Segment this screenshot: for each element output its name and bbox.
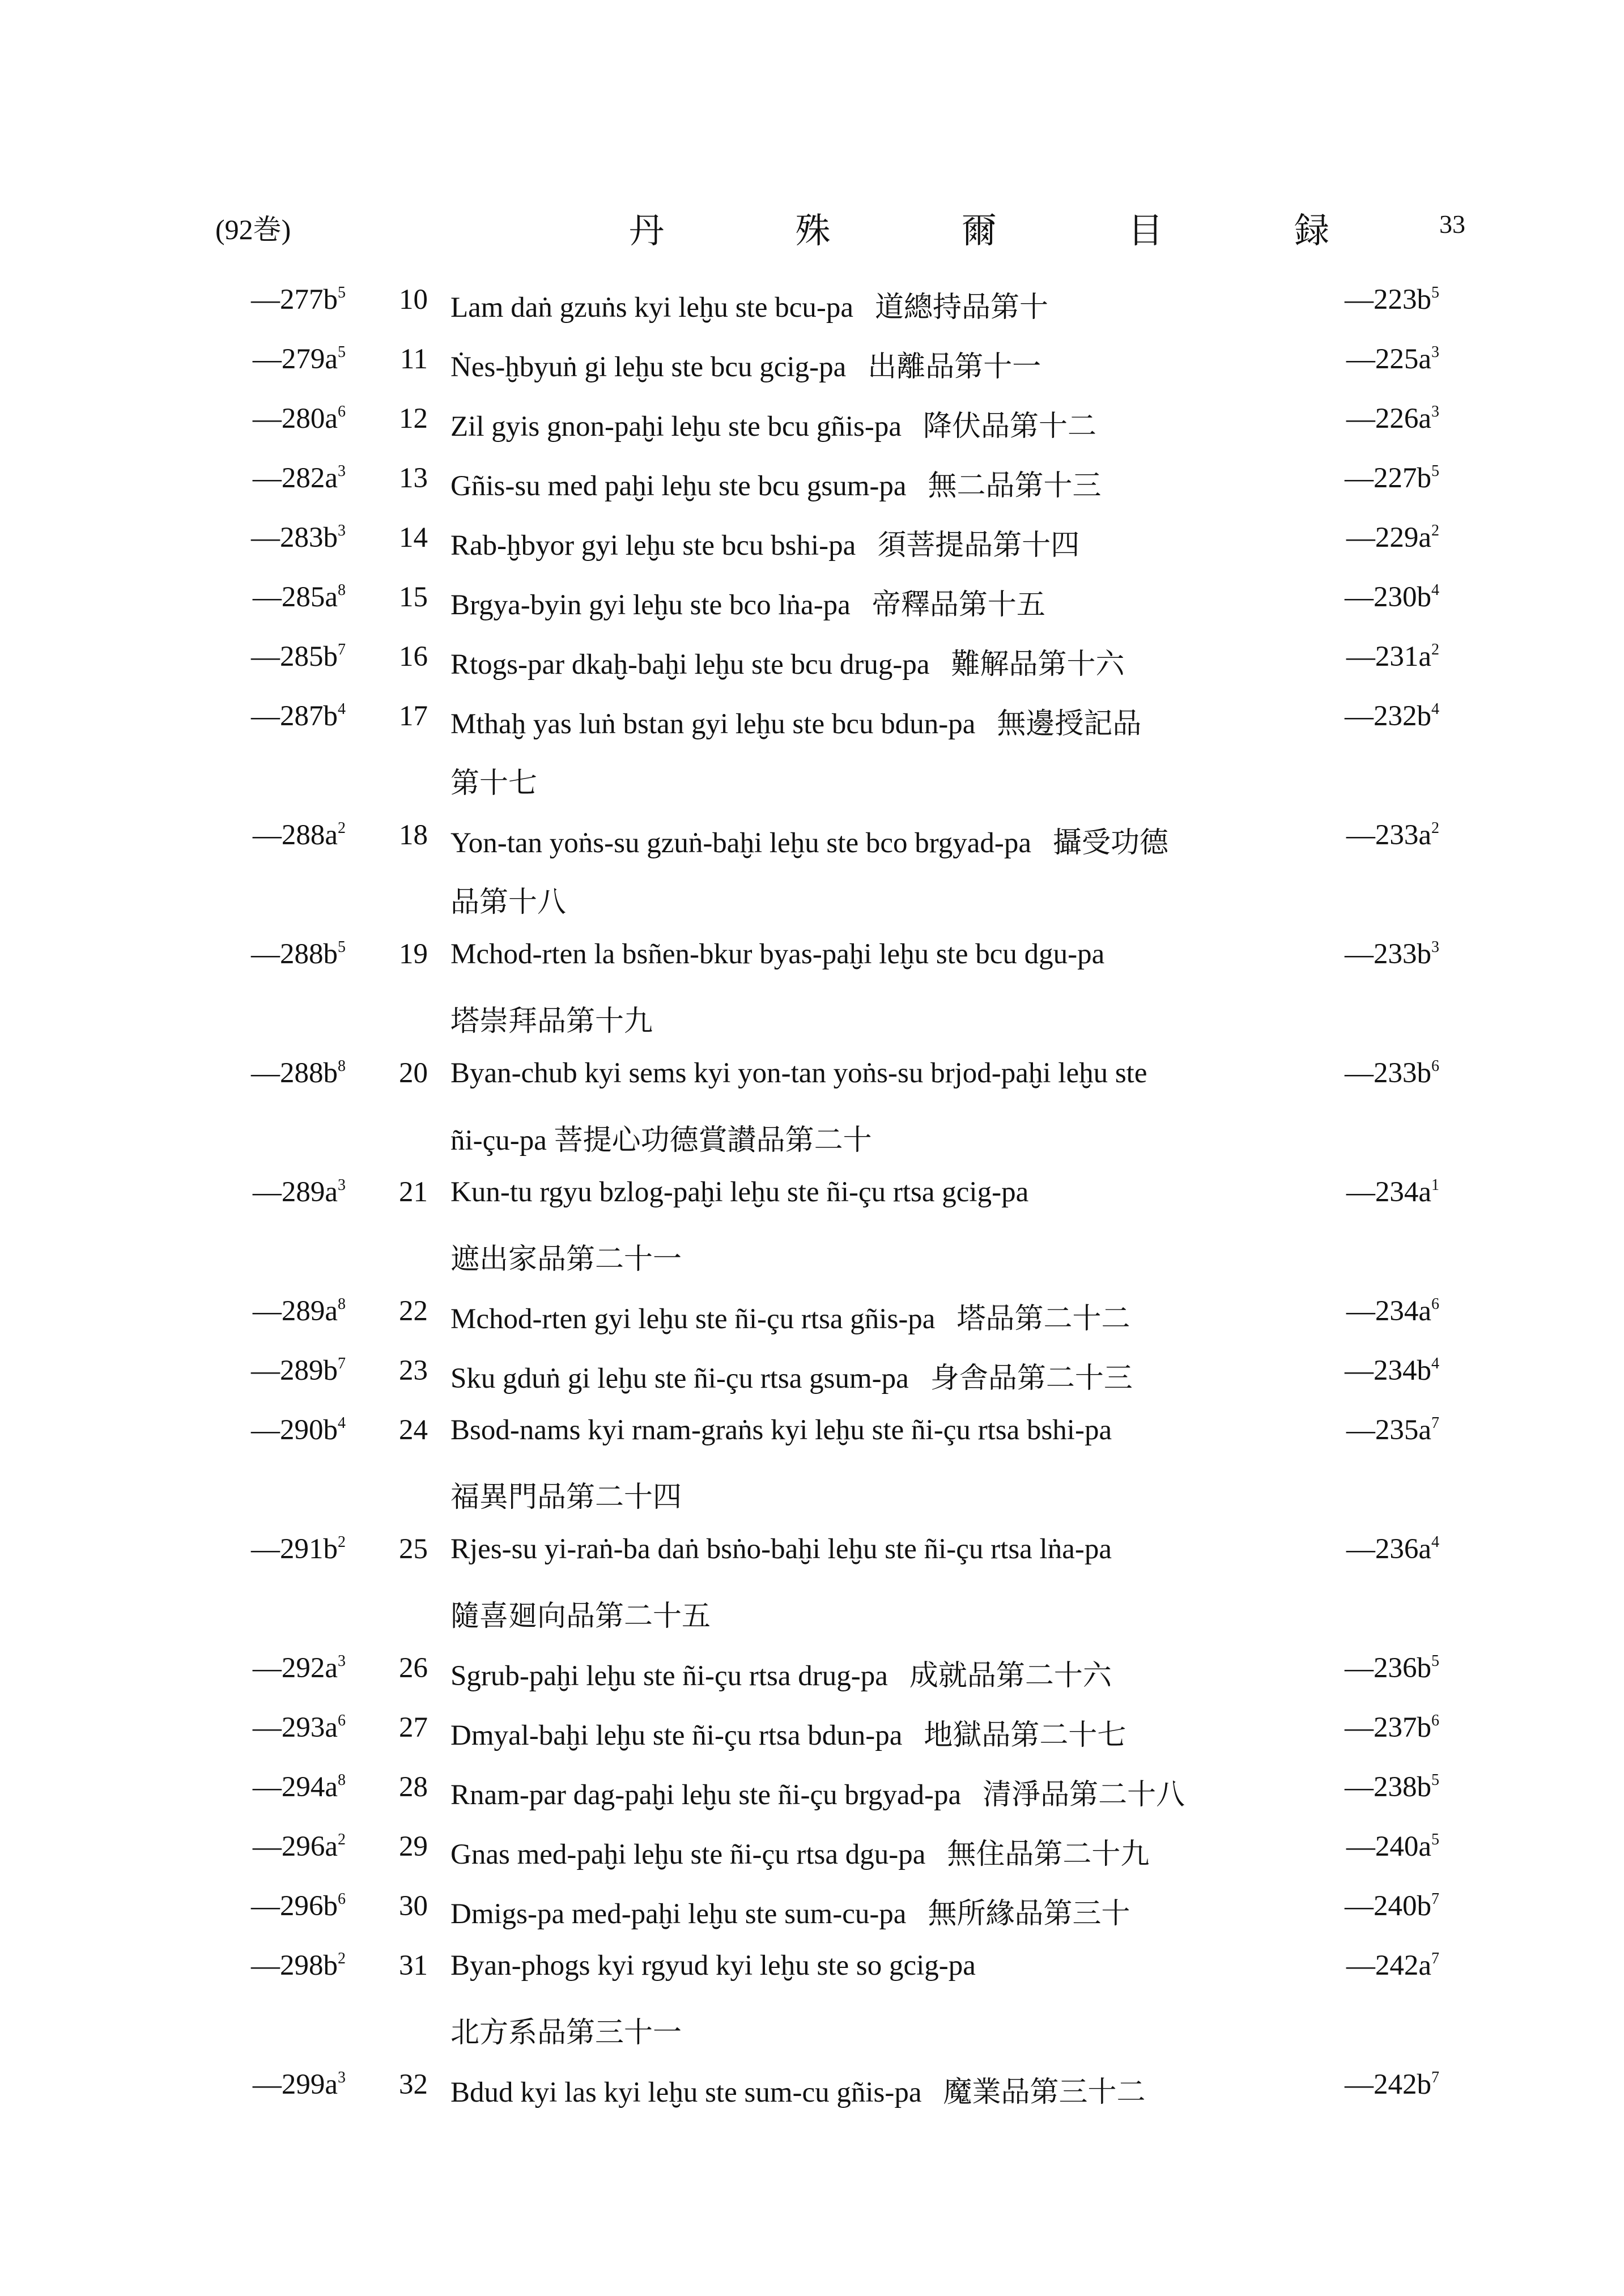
left-ref-line: 2 [338,1950,346,1967]
right-ref-value: —236b [1345,1652,1431,1684]
left-ref-line: 5 [338,938,346,956]
chapter-number: 20 [399,1057,428,1089]
right-ref-value: —231a [1346,641,1431,673]
chapter-title-tibetan [450,1652,1112,1694]
left-page-ref [227,1414,346,1447]
right-ref-line: 2 [1431,641,1439,658]
catalog-entry [0,819,1624,938]
left-ref-value: —291b [251,1533,338,1565]
catalog-entry [0,581,1624,640]
left-page-ref [227,521,346,554]
right-page-ref [1326,1711,1439,1744]
left-page-ref [227,462,346,495]
chapter-number: 29 [399,1831,428,1863]
catalog-entry [0,640,1624,700]
left-ref-value: —288b [251,1057,338,1089]
tibetan-title: Lam daṅ gzuṅs kyi leḫu ste bcu-pa [450,292,853,324]
chapter-title-tibetan [450,640,1125,682]
left-page-ref [227,343,346,376]
left-ref-line: 8 [338,1771,346,1789]
chapter-title-tibetan [450,1711,1126,1753]
chapter-title-tibetan [450,1890,1130,1932]
right-ref-line: 5 [1431,462,1439,480]
chinese-title: 清淨品第二十八 [983,1779,1185,1811]
left-page-ref [227,938,346,971]
right-ref-line: 6 [1431,1712,1439,1729]
chapter-title-continuation: 福異門品第二十四 [450,1482,682,1513]
chapter-title-tibetan [450,1354,1133,1396]
right-ref-value: —233b [1345,938,1431,970]
right-ref-line: 3 [1431,938,1439,956]
chapter-title-tibetan [450,521,1079,563]
left-ref-value: —292a [252,1652,338,1684]
page-number: 33 [1439,210,1465,239]
left-ref-line: 2 [338,819,346,837]
left-page-ref [227,1533,346,1566]
tibetan-title: Bdud kyi las kyi leḫu ste sum-cu gñis-pa [450,2077,922,2108]
left-ref-line: 3 [338,2069,346,2086]
catalog-entry [0,1533,1624,1652]
left-ref-line: 3 [338,1176,346,1194]
left-ref-line: 4 [338,700,346,718]
left-page-ref [227,819,346,852]
chapter-title-tibetan [450,700,1141,742]
chinese-title: 無所緣品第三十 [928,1898,1130,1930]
chinese-title: 帝釋品第十五 [871,589,1045,621]
right-ref-line: 5 [1431,1831,1439,1848]
right-ref-value: —242a [1346,1950,1431,1982]
chinese-title: 難解品第十六 [951,649,1125,681]
left-ref-line: 8 [338,1057,346,1075]
chapter-title-continuation: 品第十八 [450,887,567,919]
left-ref-value: —279a [252,343,338,375]
left-ref-line: 5 [338,343,346,361]
chapter-title-continuation: 遮出家品第二十一 [450,1244,682,1275]
chapter-number: 15 [399,581,428,613]
left-page-ref [227,1057,346,1090]
right-page-ref [1326,1890,1439,1923]
right-page-ref [1326,1354,1439,1387]
left-ref-value: —283b [251,522,338,554]
left-ref-value: —288a [252,819,338,851]
catalog-entry [0,283,1624,343]
left-ref-line: 8 [338,1295,346,1313]
left-ref-value: —285a [252,581,338,613]
right-ref-line: 2 [1431,522,1439,539]
left-ref-line: 7 [338,1355,346,1372]
left-ref-line: 6 [338,403,346,420]
chapter-number: 28 [399,1771,428,1803]
chapter-title-tibetan [450,462,1102,504]
chinese-title: 身舎品第二十三 [930,1363,1133,1394]
chapter-number: 25 [399,1533,428,1565]
tibetan-title: Gñis-su med paḫi leḫu ste bcu gsum-pa [450,470,907,502]
left-ref-value: —294a [252,1771,338,1803]
chinese-title: 須菩提品第十四 [877,530,1080,562]
chapter-number: 21 [399,1176,428,1208]
right-page-ref [1326,1414,1439,1447]
tibetan-title: Bsod-nams kyi rnam-graṅs kyi leḫu ste ñi-çu rtsa bshi-pa [450,1414,1112,1446]
right-ref-line: 3 [1431,403,1439,420]
left-ref-line: 3 [338,1652,346,1670]
chinese-title: 無住品第二十九 [947,1839,1150,1870]
chapter-title-tibetan [450,402,1096,444]
tibetan-title: Kun-tu rgyu bzlog-paḫi leḫu ste ñi-çu rtsa gcig-pa [450,1176,1029,1208]
tibetan-title: Gnas med-paḫi leḫu ste ñi-çu rtsa dgu-pa [450,1839,926,1870]
left-ref-line: 5 [338,284,346,301]
right-ref-line: 4 [1431,700,1439,718]
left-page-ref [227,1711,346,1744]
catalog-entry-list [0,283,1624,2128]
left-ref-line: 7 [338,641,346,658]
chinese-title: 道總持品第十 [874,292,1048,324]
left-page-ref [227,581,346,614]
right-ref-value: —240b [1345,1890,1431,1922]
left-ref-line: 2 [338,1533,346,1551]
catalog-entry [0,521,1624,581]
left-ref-value: —293a [252,1712,338,1744]
right-ref-line: 7 [1431,1950,1439,1967]
right-page-ref [1326,640,1439,673]
chapter-title-tibetan [450,1949,976,1982]
left-page-ref [227,2068,346,2101]
chapter-title-tibetan [450,581,1045,623]
left-ref-value: —296a [252,1831,338,1863]
left-ref-value: —277b [251,284,338,316]
chapter-title-tibetan [450,1771,1185,1813]
right-ref-value: —233a [1346,819,1431,851]
tibetan-title: Zil gyis gnon-paḫi leḫu ste bcu gñis-pa [450,411,902,443]
tibetan-title: Yon-tan yoṅs-su gzuṅ-baḫi leḫu ste bco brgyad-pa [450,827,1032,859]
right-page-ref [1326,521,1439,554]
left-ref-line: 3 [338,522,346,539]
catalog-entry [0,1949,1624,2068]
chapter-number: 10 [399,284,428,316]
right-ref-value: —240a [1346,1831,1431,1863]
right-ref-value: —226a [1346,403,1431,435]
chapter-number: 18 [399,819,428,851]
right-page-ref [1326,1652,1439,1685]
left-page-ref [227,1949,346,1982]
right-ref-line: 5 [1431,284,1439,301]
right-page-ref [1326,343,1439,376]
chapter-number: 17 [399,700,428,732]
chinese-title: 無邊授記品 [997,708,1142,740]
right-ref-line: 7 [1431,1890,1439,1908]
tibetan-title: Mthaḫ yas luṅ bstan gyi leḫu ste bcu bdun-pa [450,708,976,740]
catalog-entry [0,1176,1624,1295]
left-ref-line: 4 [338,1414,346,1432]
right-page-ref [1326,283,1439,316]
chapter-title-tibetan [450,938,1104,971]
left-ref-line: 6 [338,1712,346,1729]
right-page-ref [1326,1295,1439,1328]
left-ref-value: —290b [251,1414,338,1446]
chinese-title: 成就品第二十六 [909,1660,1112,1692]
chapter-title-continuation: ñi-çu-pa 菩提心功德賞讃品第二十 [450,1125,872,1156]
page-header [0,207,1624,252]
right-ref-value: —235a [1346,1414,1431,1446]
right-page-ref [1326,1176,1439,1209]
catalog-entry [0,1295,1624,1354]
left-page-ref [227,1176,346,1209]
right-page-ref [1326,938,1439,971]
left-ref-line: 3 [338,462,346,480]
chinese-title: 降伏品第十二 [923,411,1097,443]
tibetan-title: Dmigs-pa med-paḫi leḫu ste sum-cu-pa [450,1898,907,1930]
chapter-number: 12 [399,403,428,435]
right-page-ref [1326,462,1439,495]
chapter-title-continuation: 隨喜廻向品第二十五 [450,1601,711,1632]
right-ref-value: —234a [1346,1176,1431,1208]
right-ref-value: —237b [1345,1712,1431,1744]
left-page-ref [227,1295,346,1328]
catalog-entry [0,1354,1624,1414]
left-ref-value: —296b [251,1890,338,1922]
left-ref-value: —285b [251,641,338,673]
chapter-title-tibetan [450,1176,1028,1209]
right-page-ref [1326,1949,1439,1982]
tibetan-title: Rjes-su yi-raṅ-ba daṅ bsṅo-baḫi leḫu ste ñi-çu rtsa lṅa-pa [450,1533,1112,1565]
tibetan-title: Ṅes-ḫbyuṅ gi leḫu ste bcu gcig-pa [450,351,847,383]
right-ref-value: —230b [1345,581,1431,613]
right-ref-line: 6 [1431,1057,1439,1075]
right-page-ref [1326,819,1439,852]
left-ref-value: —287b [251,700,338,732]
chapter-title-tibetan [450,1295,1130,1337]
right-ref-line: 7 [1431,1414,1439,1432]
chapter-title-tibetan [450,1830,1149,1872]
tibetan-title: Byan-chub kyi sems kyi yon-tan yoṅs-su brjod-paḫi leḫu ste [450,1057,1147,1089]
catalog-entry [0,700,1624,819]
chapter-number: 11 [399,343,428,375]
right-ref-line: 5 [1431,1652,1439,1670]
left-page-ref [227,283,346,316]
chapter-title-tibetan [450,1533,1112,1566]
right-ref-line: 2 [1431,819,1439,837]
catalog-entry [0,462,1624,521]
right-ref-line: 5 [1431,1771,1439,1789]
chapter-number: 22 [399,1295,428,1327]
catalog-entry [0,1652,1624,1711]
right-ref-line: 4 [1431,581,1439,599]
chapter-number: 26 [399,1652,428,1684]
right-ref-value: —238b [1345,1771,1431,1803]
volume-label: (92巻) [215,214,291,245]
left-ref-line: 8 [338,581,346,599]
chapter-number: 23 [399,1355,428,1387]
right-page-ref [1326,1830,1439,1863]
left-ref-value: —289a [252,1176,338,1208]
left-ref-value: —289a [252,1295,338,1327]
catalog-entry [0,938,1624,1057]
left-ref-value: —298b [251,1950,338,1982]
left-page-ref [227,1890,346,1923]
chapter-title-continuation: 第十七 [450,768,538,800]
left-page-ref [227,640,346,673]
left-ref-value: —299a [252,2069,338,2101]
left-page-ref [227,700,346,733]
chapter-number: 16 [399,641,428,673]
chapter-title-tibetan [450,283,1048,325]
right-ref-line: 3 [1431,343,1439,361]
left-ref-line: 2 [338,1831,346,1848]
right-ref-line: 6 [1431,1295,1439,1313]
chapter-number: 31 [399,1950,428,1982]
left-ref-value: —288b [251,938,338,970]
right-ref-value: —223b [1345,284,1431,316]
catalog-entry [0,1890,1624,1949]
right-ref-value: —232b [1345,700,1431,732]
tibetan-title: Sku gduṅ gi leḫu ste ñi-çu rtsa gsum-pa [450,1363,909,1394]
left-ref-value: —282a [252,462,338,494]
chapter-number: 30 [399,1890,428,1922]
right-ref-value: —227b [1345,462,1431,494]
chapter-number: 32 [399,2069,428,2101]
left-ref-value: —289b [251,1355,338,1387]
tibetan-title: Dmyal-baḫi leḫu ste ñi-çu rtsa bdun-pa [450,1720,903,1751]
right-ref-value: —234b [1345,1355,1431,1387]
left-ref-line: 6 [338,1890,346,1908]
chapter-title-continuation: 塔崇拜品第十九 [450,1006,653,1038]
chapter-title-tibetan [450,819,1168,861]
page-title: 丹 殊 爾 目 録 [629,212,1391,250]
chinese-title: 地獄品第二十七 [924,1720,1126,1751]
catalog-entry [0,402,1624,462]
right-page-ref [1326,1771,1439,1804]
right-page-ref [1326,2068,1439,2101]
right-ref-line: 1 [1431,1176,1439,1194]
left-page-ref [227,1830,346,1863]
right-ref-line: 4 [1431,1533,1439,1551]
catalog-entry [0,2068,1624,2128]
chapter-title-tibetan [450,1414,1112,1447]
right-ref-line: 4 [1431,1355,1439,1372]
right-ref-value: —225a [1346,343,1431,375]
chapter-title-continuation: 北方系品第三十一 [450,2017,682,2049]
right-ref-value: —229a [1346,522,1431,554]
right-ref-line: 7 [1431,2069,1439,2086]
tibetan-title: Sgrub-paḫi leḫu ste ñi-çu rtsa drug-pa [450,1660,888,1692]
right-page-ref [1326,581,1439,614]
right-ref-value: —233b [1345,1057,1431,1089]
catalog-entry [0,1711,1624,1771]
right-page-ref [1326,700,1439,733]
left-ref-value: —280a [252,403,338,435]
tibetan-title: Rtogs-par dkaḫ-baḫi leḫu ste bcu drug-pa [450,649,930,681]
catalog-entry [0,1830,1624,1890]
right-ref-value: —236a [1346,1533,1431,1565]
chapter-number: 14 [399,522,428,554]
left-page-ref [227,1771,346,1804]
chinese-title: 塔品第二十二 [956,1303,1130,1335]
right-page-ref [1326,1533,1439,1566]
tibetan-title: Byan-phogs kyi rgyud kyi leḫu ste so gcig-pa [450,1950,976,1982]
catalog-entry [0,1057,1624,1176]
right-ref-value: —242b [1345,2069,1431,2101]
chapter-number: 24 [399,1414,428,1446]
chapter-number: 19 [399,938,428,970]
right-ref-value: —234a [1346,1295,1431,1327]
chinese-title: 魔業品第三十二 [943,2077,1146,2108]
chinese-title: 攝受功德 [1053,827,1169,859]
tibetan-title: Mchod-rten la bsñen-bkur byas-paḫi leḫu ste bcu dgu-pa [450,938,1105,970]
tibetan-title: Mchod-rten gyi leḫu ste ñi-çu rtsa gñis-pa [450,1303,936,1335]
left-page-ref [227,1354,346,1387]
catalog-entry [0,343,1624,402]
catalog-entry [0,1414,1624,1533]
chapter-title-tibetan [450,343,1041,385]
right-page-ref [1326,402,1439,435]
tibetan-title: Rab-ḫbyor gyi leḫu ste bcu bshi-pa [450,530,856,562]
tibetan-title: Brgya-byin gyi leḫu ste bco lṅa-pa [450,589,851,621]
chapter-number: 13 [399,462,428,494]
left-page-ref [227,402,346,435]
chapter-title-tibetan [450,1057,1147,1090]
catalog-entry [0,1771,1624,1830]
chapter-title-tibetan [450,2068,1146,2110]
tibetan-title: Rnam-par dag-paḫi leḫu ste ñi-çu brgyad-pa [450,1779,962,1811]
chinese-title: 無二品第十三 [928,470,1102,502]
right-page-ref [1326,1057,1439,1090]
chapter-number: 27 [399,1712,428,1744]
chinese-title: 出離品第十一 [868,351,1041,383]
left-page-ref [227,1652,346,1685]
